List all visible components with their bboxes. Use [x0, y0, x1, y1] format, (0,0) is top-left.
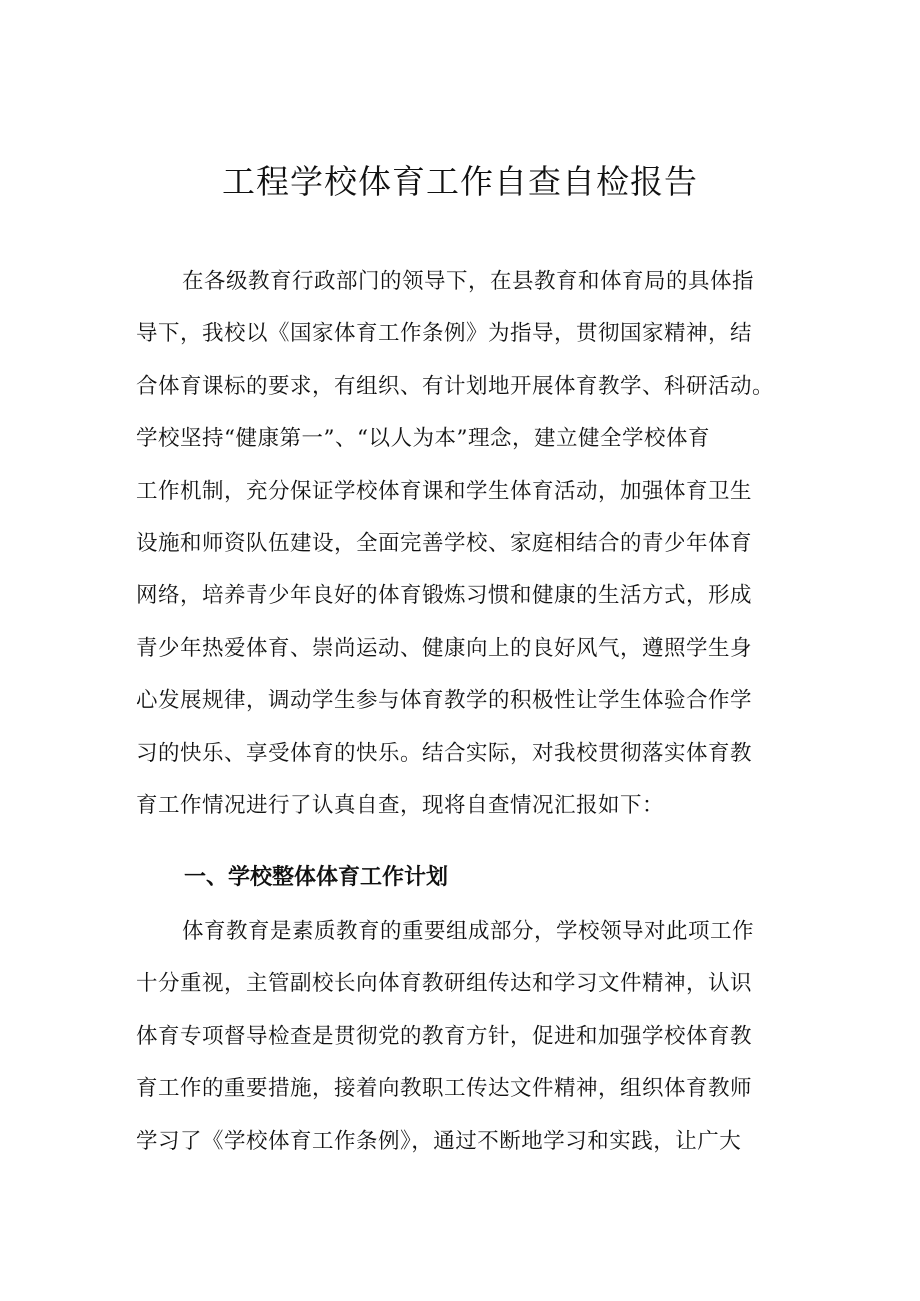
paragraph-line: 育工作的重要措施，接着向教职工传达文件精神，组织体育教师 — [136, 1076, 753, 1102]
paragraph-section1 — [136, 906, 788, 1168]
paragraph-line: 育工作情况进行了认真自查，现将自查情况汇报如下： — [136, 793, 665, 819]
paragraph-line: 在各级教育行政部门的领导下，在县教育和体育局的具体指 — [182, 269, 755, 294]
paragraph-line: 心发展规律，调动学生参与体育教学的积极性让学生体验合作学 — [136, 688, 753, 714]
paragraph-line: 体育教育是素质教育的重要组成部分，学校领导对此项工作 — [182, 919, 755, 944]
paragraph-line: 学习了《学校体育工作条例》，通过不断地学习和实践，让广大 — [136, 1128, 742, 1154]
section-heading: 一、学校整体体育工作计划 — [184, 865, 449, 890]
paragraph-line: 导下，我校以《国家体育工作条例》为指导，贯彻国家精神，结 — [136, 321, 753, 347]
document-title: 工程学校体育工作自查自检报告 — [222, 162, 698, 201]
paragraph-line: 网络，培养青少年良好的体育锻炼习惯和健康的生活方式，形成 — [136, 583, 753, 609]
paragraph-line: 合体育课标的要求，有组织、有计划地开展体育教学、科研活动。 — [136, 373, 775, 399]
paragraph-intro — [136, 256, 788, 832]
paragraph-line: 十分重视，主管副校长向体育教研组传达和学习文件精神，认识 — [136, 971, 753, 997]
paragraph-line: 设施和师资队伍建设，全面完善学校、家庭相结合的青少年体育 — [136, 531, 753, 557]
paragraph-line: 习的快乐、享受体育的快乐。结合实际，对我校贯彻落实体育教 — [136, 740, 753, 766]
paragraph-line: 青少年热爱体育、崇尚运动、健康向上的良好风气，遵照学生身 — [136, 635, 753, 661]
paragraph-line: 体育专项督导检查是贯彻党的教育方针，促进和加强学校体育教 — [136, 1023, 753, 1049]
paragraph-line: 工作机制，充分保证学校体育课和学生体育活动，加强体育卫生 — [136, 478, 753, 504]
paragraph-line: 学校坚持“健康第一”、“以人为本”理念，建立健全学校体育 — [136, 426, 710, 452]
